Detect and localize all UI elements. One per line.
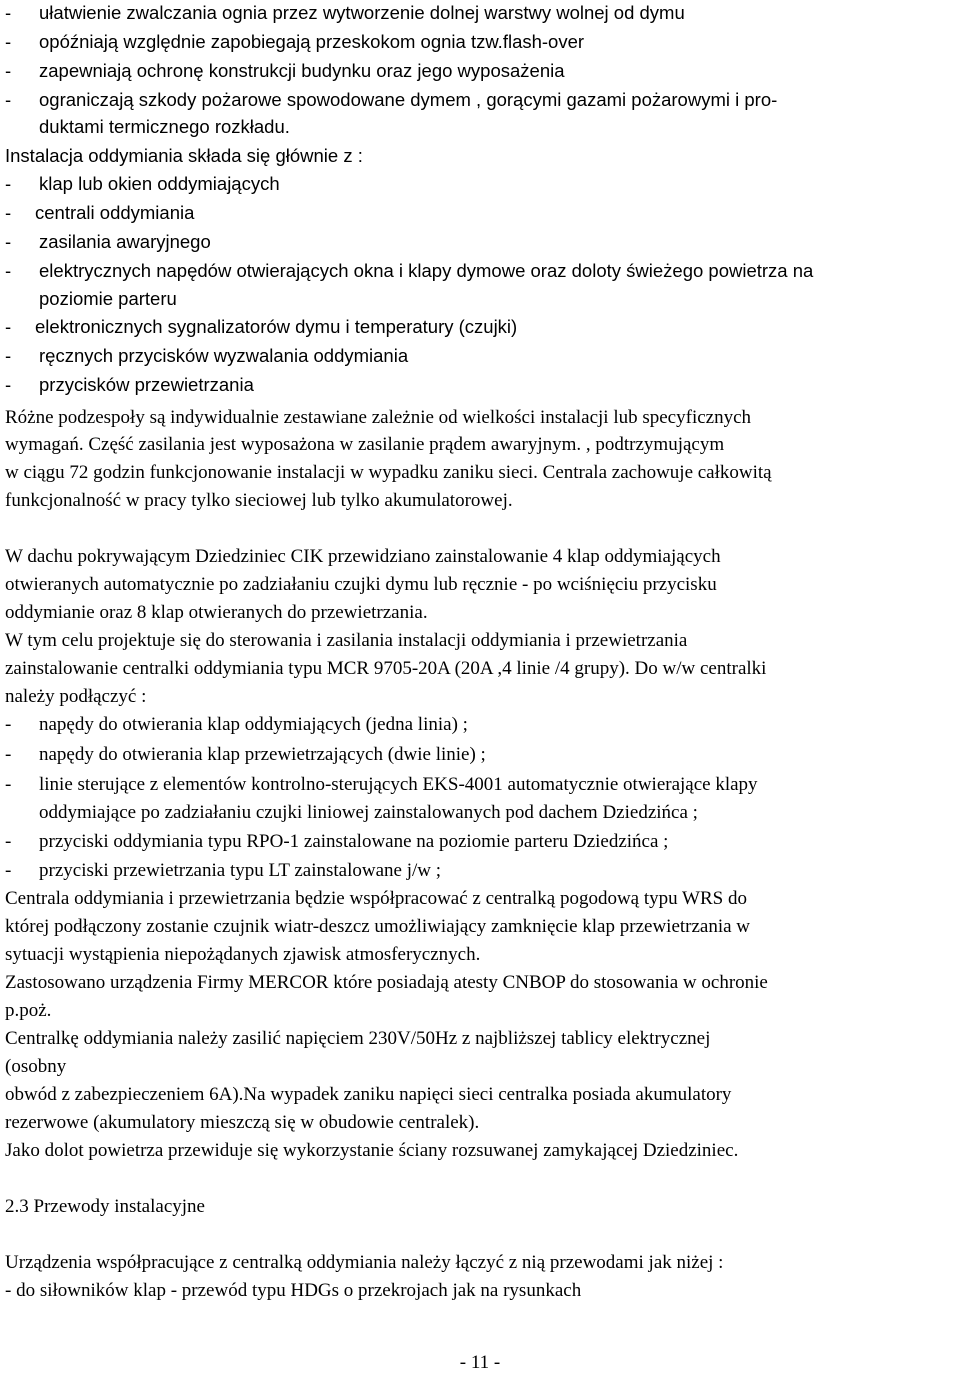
- paragraph-line: W dachu pokrywającym Dziedziniec CIK przewidziano zainstalowanie 4 klap oddymiających: [5, 546, 721, 567]
- paragraph-line: otwieranych automatycznie po zadziałaniu czujki dymu lub ręcznie - po wciśnięciu przycisku: [5, 574, 717, 595]
- paragraph-line: oddymianie oraz 8 klap otwieranych do przewietrzania.: [5, 602, 428, 623]
- paragraph-line: Jako dolot powietrza przewiduje się wykorzystanie ściany rozsuwanej zamykającej Dziedziniec.: [5, 1140, 739, 1161]
- intro-item-3: zapewniają ochronę konstrukcji budynku oraz jego wyposażenia: [39, 60, 565, 81]
- component-item-3: zasilania awaryjnego: [39, 231, 211, 252]
- connection-item-5: przyciski przewietrzania typu LT zainstalowane j/w ;: [39, 860, 442, 881]
- paragraph-line: zainstalowanie centralki oddymiania typu MCR 9705-20A (20A ,4 linie /4 grupy). Do w/w centralki: [5, 658, 767, 679]
- list-dash: -: [5, 374, 12, 395]
- component-item-4: elektrycznych napędów otwierających okna i klapy dymowe oraz doloty świeżego powietrza na: [39, 260, 814, 281]
- list-dash: -: [5, 260, 12, 281]
- components-intro: Instalacja oddymiania składa się głównie z :: [5, 145, 363, 166]
- list-dash: -: [5, 60, 12, 81]
- paragraph-line: należy podłączyć :: [5, 686, 147, 707]
- connection-item-2: napędy do otwierania klap przewietrzających (dwie linie) ;: [39, 744, 486, 765]
- list-dash: -: [5, 744, 12, 765]
- intro-item-1: ułatwienie zwalczania ognia przez wytworzenie dolnej warstwy wolnej od dymu: [39, 2, 685, 23]
- paragraph-line: W tym celu projektuje się do sterowania i zasilania instalacji oddymiania i przewietrzania: [5, 630, 688, 651]
- intro-item-2: opóźniają względnie zapobiegają przeskokom ognia tzw.flash-over: [39, 31, 585, 52]
- paragraph-line: funkcjonalność w pracy tylko sieciowej lub tylko akumulatorowej.: [5, 490, 513, 511]
- list-dash: -: [5, 31, 12, 52]
- paragraph-line: rezerwowe (akumulatory mieszczą się w obudowie centralek).: [5, 1112, 480, 1133]
- paragraph-line: sytuacji wystąpienia niepożądanych zjawisk atmosferycznych.: [5, 944, 481, 965]
- list-dash: -: [5, 89, 12, 110]
- paragraph-line: Centralkę oddymiania należy zasilić napięciem 230V/50Hz z najbliższej tablicy elektrycznej: [5, 1028, 711, 1049]
- paragraph-line: obwód z zabezpieczeniem 6A).Na wypadek zaniku napięci sieci centralka posiada akumulatory: [5, 1084, 732, 1105]
- connection-item-3-cont: oddymiające po zadziałaniu czujki liniowej zainstalowanych pod dachem Dziedzińca ;: [39, 802, 698, 823]
- list-dash: -: [5, 774, 12, 795]
- paragraph-line: (osobny: [5, 1056, 67, 1077]
- paragraph-line: Urządzenia współpracujące z centralką oddymiania należy łączyć z nią przewodami jak niżej :: [5, 1252, 724, 1273]
- list-dash: -: [5, 2, 12, 23]
- paragraph-line: wymagań. Część zasilania jest wyposażona w zasilanie prądem awaryjnym. , podtrzymującym: [5, 434, 725, 455]
- component-item-7: przycisków przewietrzania: [39, 374, 254, 395]
- component-item-1: klap lub okien oddymiających: [39, 173, 280, 194]
- list-dash: -: [5, 345, 12, 366]
- list-dash: -: [5, 714, 12, 735]
- component-item-5: elektronicznych sygnalizatorów dymu i temperatury (czujki): [35, 316, 518, 337]
- paragraph-line: w ciągu 72 godzin funkcjonowanie instalacji w wypadku zaniku sieci. Centrala zachowuje całkowitą: [5, 462, 772, 483]
- page-number: - 11 -: [459, 1352, 501, 1373]
- list-dash: -: [5, 831, 12, 852]
- paragraph-line: Różne podzespoły są indywidualnie zestawiane zależnie od wielkości instalacji lub specyficznych: [5, 407, 752, 428]
- connection-item-4: przyciski oddymiania typu RPO-1 zainstalowane na poziomie parteru Dziedzińca ;: [39, 831, 669, 852]
- list-dash: -: [5, 860, 12, 881]
- paragraph-line: - do siłowników klap - przewód typu HDGs o przekrojach jak na rysunkach: [5, 1280, 582, 1301]
- component-item-4-cont: poziomie parteru: [39, 288, 177, 309]
- list-dash: -: [5, 173, 12, 194]
- component-item-2: centrali oddymiania: [35, 202, 195, 223]
- connection-item-1: napędy do otwierania klap oddymiających (jedna linia) ;: [39, 714, 468, 735]
- list-dash: -: [5, 231, 12, 252]
- intro-item-4-cont: duktami termicznego rozkładu.: [39, 116, 290, 137]
- paragraph-line: p.poż.: [5, 1000, 52, 1021]
- list-dash: -: [5, 316, 12, 337]
- paragraph-line: której podłączony zostanie czujnik wiatr-deszcz umożliwiający zamknięcie klap przewietrzania w: [5, 916, 751, 937]
- section-heading: 2.3 Przewody instalacyjne: [5, 1196, 205, 1217]
- intro-item-4: ograniczają szkody pożarowe spowodowane dymem , gorącymi gazami pożarowymi i pro-: [39, 89, 778, 110]
- component-item-6: ręcznych przycisków wyzwalania oddymiania: [39, 345, 409, 366]
- paragraph-line: Centrala oddymiania i przewietrzania będzie współpracować z centralką pogodową typu WRS do: [5, 888, 747, 909]
- connection-item-3: linie sterujące z elementów kontrolno-sterujących EKS-4001 automatycznie otwierające klapy: [39, 774, 758, 795]
- paragraph-line: Zastosowano urządzenia Firmy MERCOR które posiadają atesty CNBOP do stosowania w ochronie: [5, 972, 768, 993]
- list-dash: -: [5, 202, 12, 223]
